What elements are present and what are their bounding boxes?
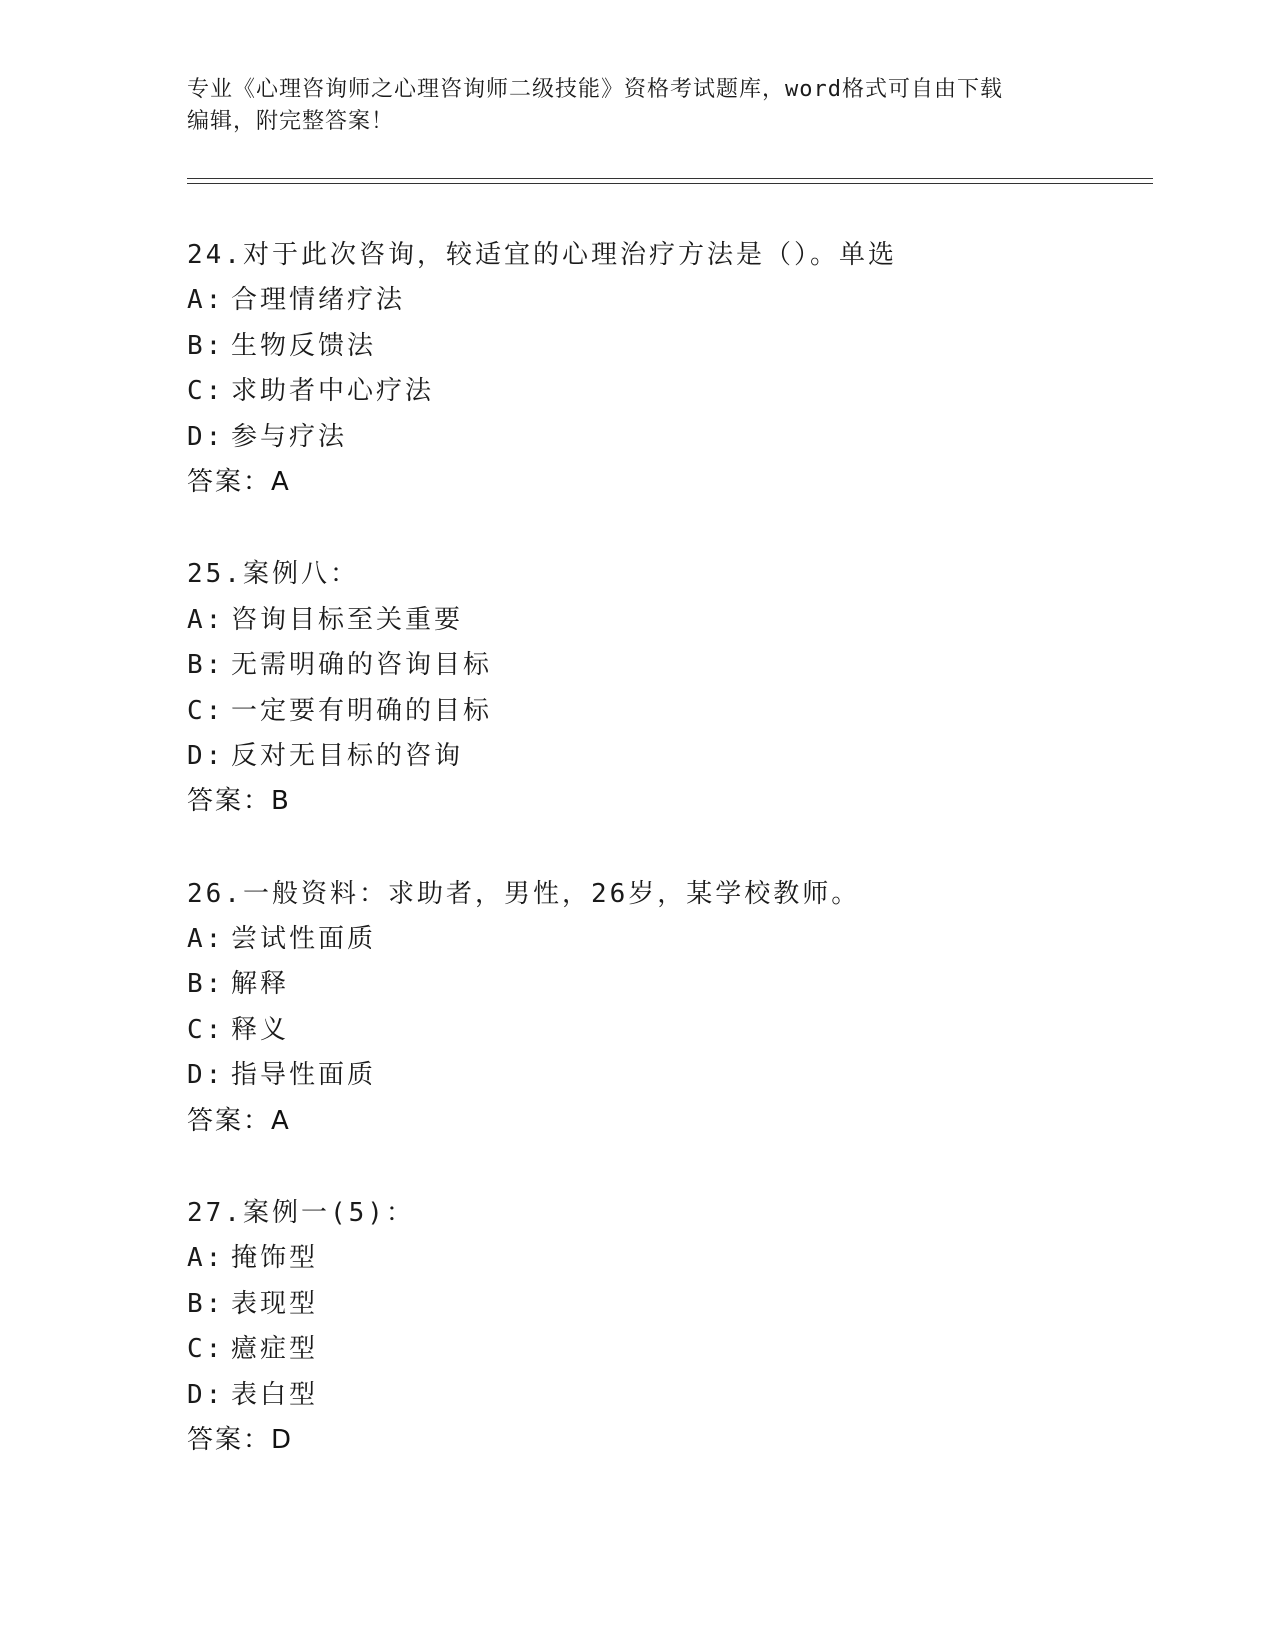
question-stem: 27.案例一(5)： [187, 1198, 415, 1229]
option-b [187, 1282, 1187, 1327]
option-b [187, 324, 1187, 369]
option-text: 尝试性面质 [231, 924, 377, 955]
answer-line: 答案：A [187, 1105, 291, 1136]
option-text: 无需明确的咨询目标 [231, 650, 493, 681]
option-text: 反对无目标的咨询 [231, 740, 464, 771]
option-letter: C: [187, 376, 225, 407]
option-text: 表现型 [231, 1288, 319, 1319]
question-list [187, 233, 1187, 1510]
option-letter: D: [187, 740, 225, 771]
option-letter: B: [187, 330, 225, 361]
option-letter: A: [187, 924, 225, 955]
question-25 [187, 552, 1187, 824]
option-letter: A: [187, 604, 225, 635]
option-text: 释义 [231, 1014, 290, 1045]
option-a [187, 1236, 1187, 1281]
option-a [187, 278, 1187, 323]
option-text: 生物反馈法 [231, 330, 377, 361]
question-stem: 25.案例八： [187, 559, 359, 590]
answer-line: 答案：D [187, 1424, 294, 1455]
option-text: 掩饰型 [231, 1243, 319, 1274]
option-letter: A: [187, 285, 225, 316]
option-d [187, 1373, 1187, 1418]
option-letter: B: [187, 1288, 225, 1319]
option-text: 一定要有明确的目标 [231, 695, 493, 726]
option-letter: D: [187, 1379, 225, 1410]
answer-line: 答案：A [187, 466, 291, 497]
option-letter: C: [187, 1334, 225, 1365]
option-letter: A: [187, 1243, 225, 1274]
option-b [187, 643, 1187, 688]
option-d [187, 415, 1187, 460]
option-letter: C: [187, 1014, 225, 1045]
option-text: 合理情绪疗法 [231, 285, 406, 316]
question-26 [187, 872, 1187, 1144]
option-text: 指导性面质 [231, 1060, 377, 1091]
question-stem: 26.一般资料：求助者，男性，26岁，某学校教师。 [187, 878, 861, 909]
option-d [187, 1053, 1187, 1098]
question-27 [187, 1191, 1187, 1463]
option-d [187, 734, 1187, 779]
header-divider-top [187, 178, 1153, 179]
header-divider-bottom [187, 183, 1153, 184]
option-text: 参与疗法 [231, 421, 348, 452]
header-line-2: 编辑，附完整答案！ [187, 109, 395, 134]
answer-line: 答案：B [187, 786, 291, 817]
option-text: 表白型 [231, 1379, 319, 1410]
header-line-1: 专业《心理咨询师之心理咨询师二级技能》资格考试题库，word格式可自由下载 [187, 77, 1003, 102]
option-letter: B: [187, 650, 225, 681]
option-text: 解释 [231, 969, 290, 1000]
option-text: 咨询目标至关重要 [231, 604, 464, 635]
option-a [187, 917, 1187, 962]
option-text: 求助者中心疗法 [231, 376, 435, 407]
option-c [187, 369, 1187, 414]
document-header [187, 74, 1087, 138]
option-letter: D: [187, 421, 225, 452]
question-stem: 24.对于此次咨询，较适宜的心理治疗方法是（）。单选 [187, 240, 897, 270]
option-c [187, 1327, 1187, 1372]
option-letter: D: [187, 1060, 225, 1091]
option-c [187, 1008, 1187, 1053]
option-letter: B: [187, 969, 225, 1000]
option-a [187, 598, 1187, 643]
option-b [187, 962, 1187, 1007]
option-c [187, 689, 1187, 734]
question-24 [187, 233, 1187, 505]
option-letter: C: [187, 695, 225, 726]
option-text: 癔症型 [231, 1334, 319, 1365]
